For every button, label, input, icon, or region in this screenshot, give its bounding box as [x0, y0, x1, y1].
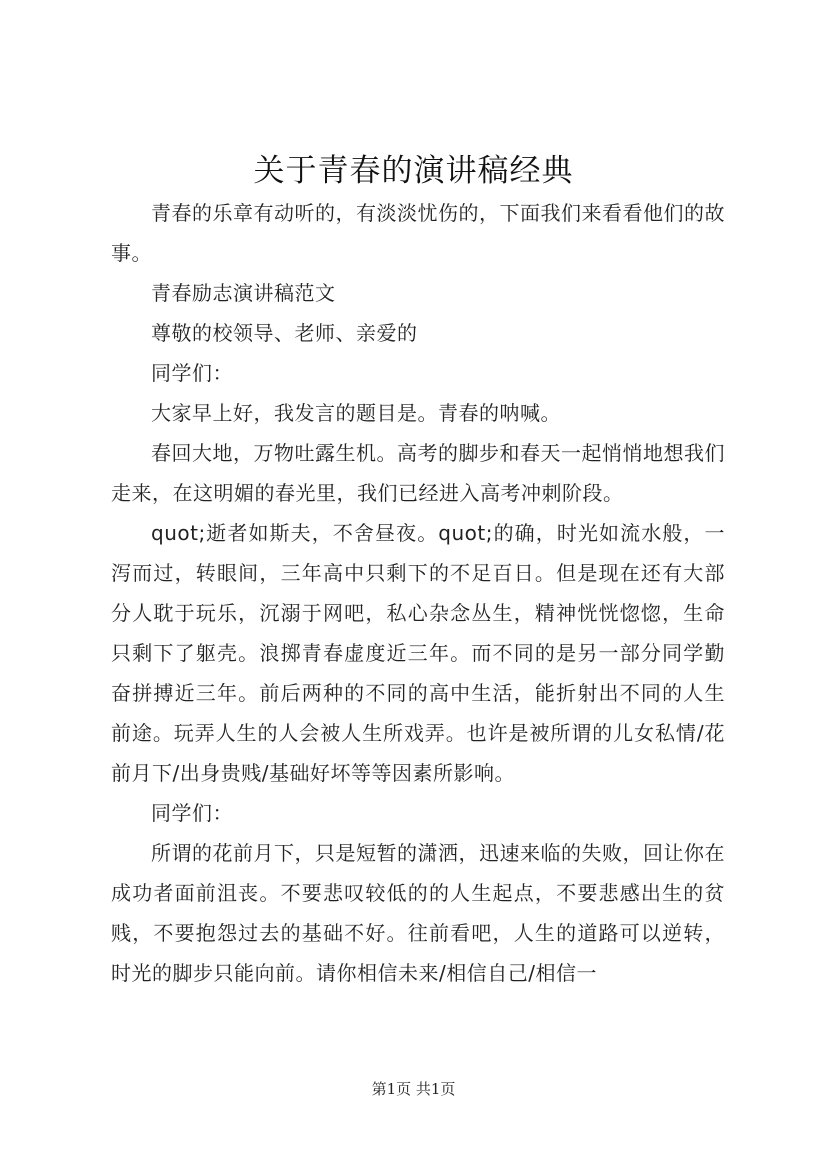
paragraph: 青春的乐章有动听的，有淡淡忧伤的，下面我们来看看他们的故事。 — [111, 201, 725, 265]
paragraph: 尊敬的校领导、老师、亲爱的 — [151, 321, 418, 345]
paragraph: 青春励志演讲稿范文 — [151, 281, 336, 305]
paragraph: 所谓的花前月下，只是短暂的潇洒，迅速来临的失败，回让你在成功者面前沮丧。不要悲叹较低的的人生起点，不要悲感出生的贫贱，不要抱怨过去的基础不好。往前看吧，人生的道路可以逆转，时光的脚步只能向前。请你相信未来/相信自己/相信一 — [111, 841, 725, 985]
paragraph: 同学们： — [151, 801, 233, 825]
page-footer: 第1页 共1页 — [371, 1080, 456, 1098]
paragraph: 大家早上好，我发言的题目是。青春的呐喊。 — [151, 401, 561, 425]
document-title: 关于青春的演讲稿经典 — [253, 153, 574, 189]
paragraph: quot;逝者如斯夫，不舍昼夜。quot;的确，时光如流水般，一泻而过，转眼间，三年高中只剩下的不足百日。但是现在还有大部分人耽于玩乐，沉溺于网吧，私心杂念丛生，精神恍恍惚惚，生命只剩下了躯壳。浪掷青春虚度近三年。而不同的是另一部分同学勤奋拼搏近三年。前后两种的不同的高中生活，能折射出不同的人生前途。玩弄人生的人会被人生所戏弄。也许是被所谓的儿女私情/花前月下/出身贵贱/基础好坏等等因素所影响。 — [111, 521, 725, 785]
paragraph: 春回大地，万物吐露生机。高考的脚步和春天一起悄悄地想我们走来，在这明媚的春光里，我们已经进入高考冲刺阶段。 — [111, 441, 725, 505]
document-body — [111, 193, 725, 993]
paragraph: 同学们： — [151, 361, 233, 385]
